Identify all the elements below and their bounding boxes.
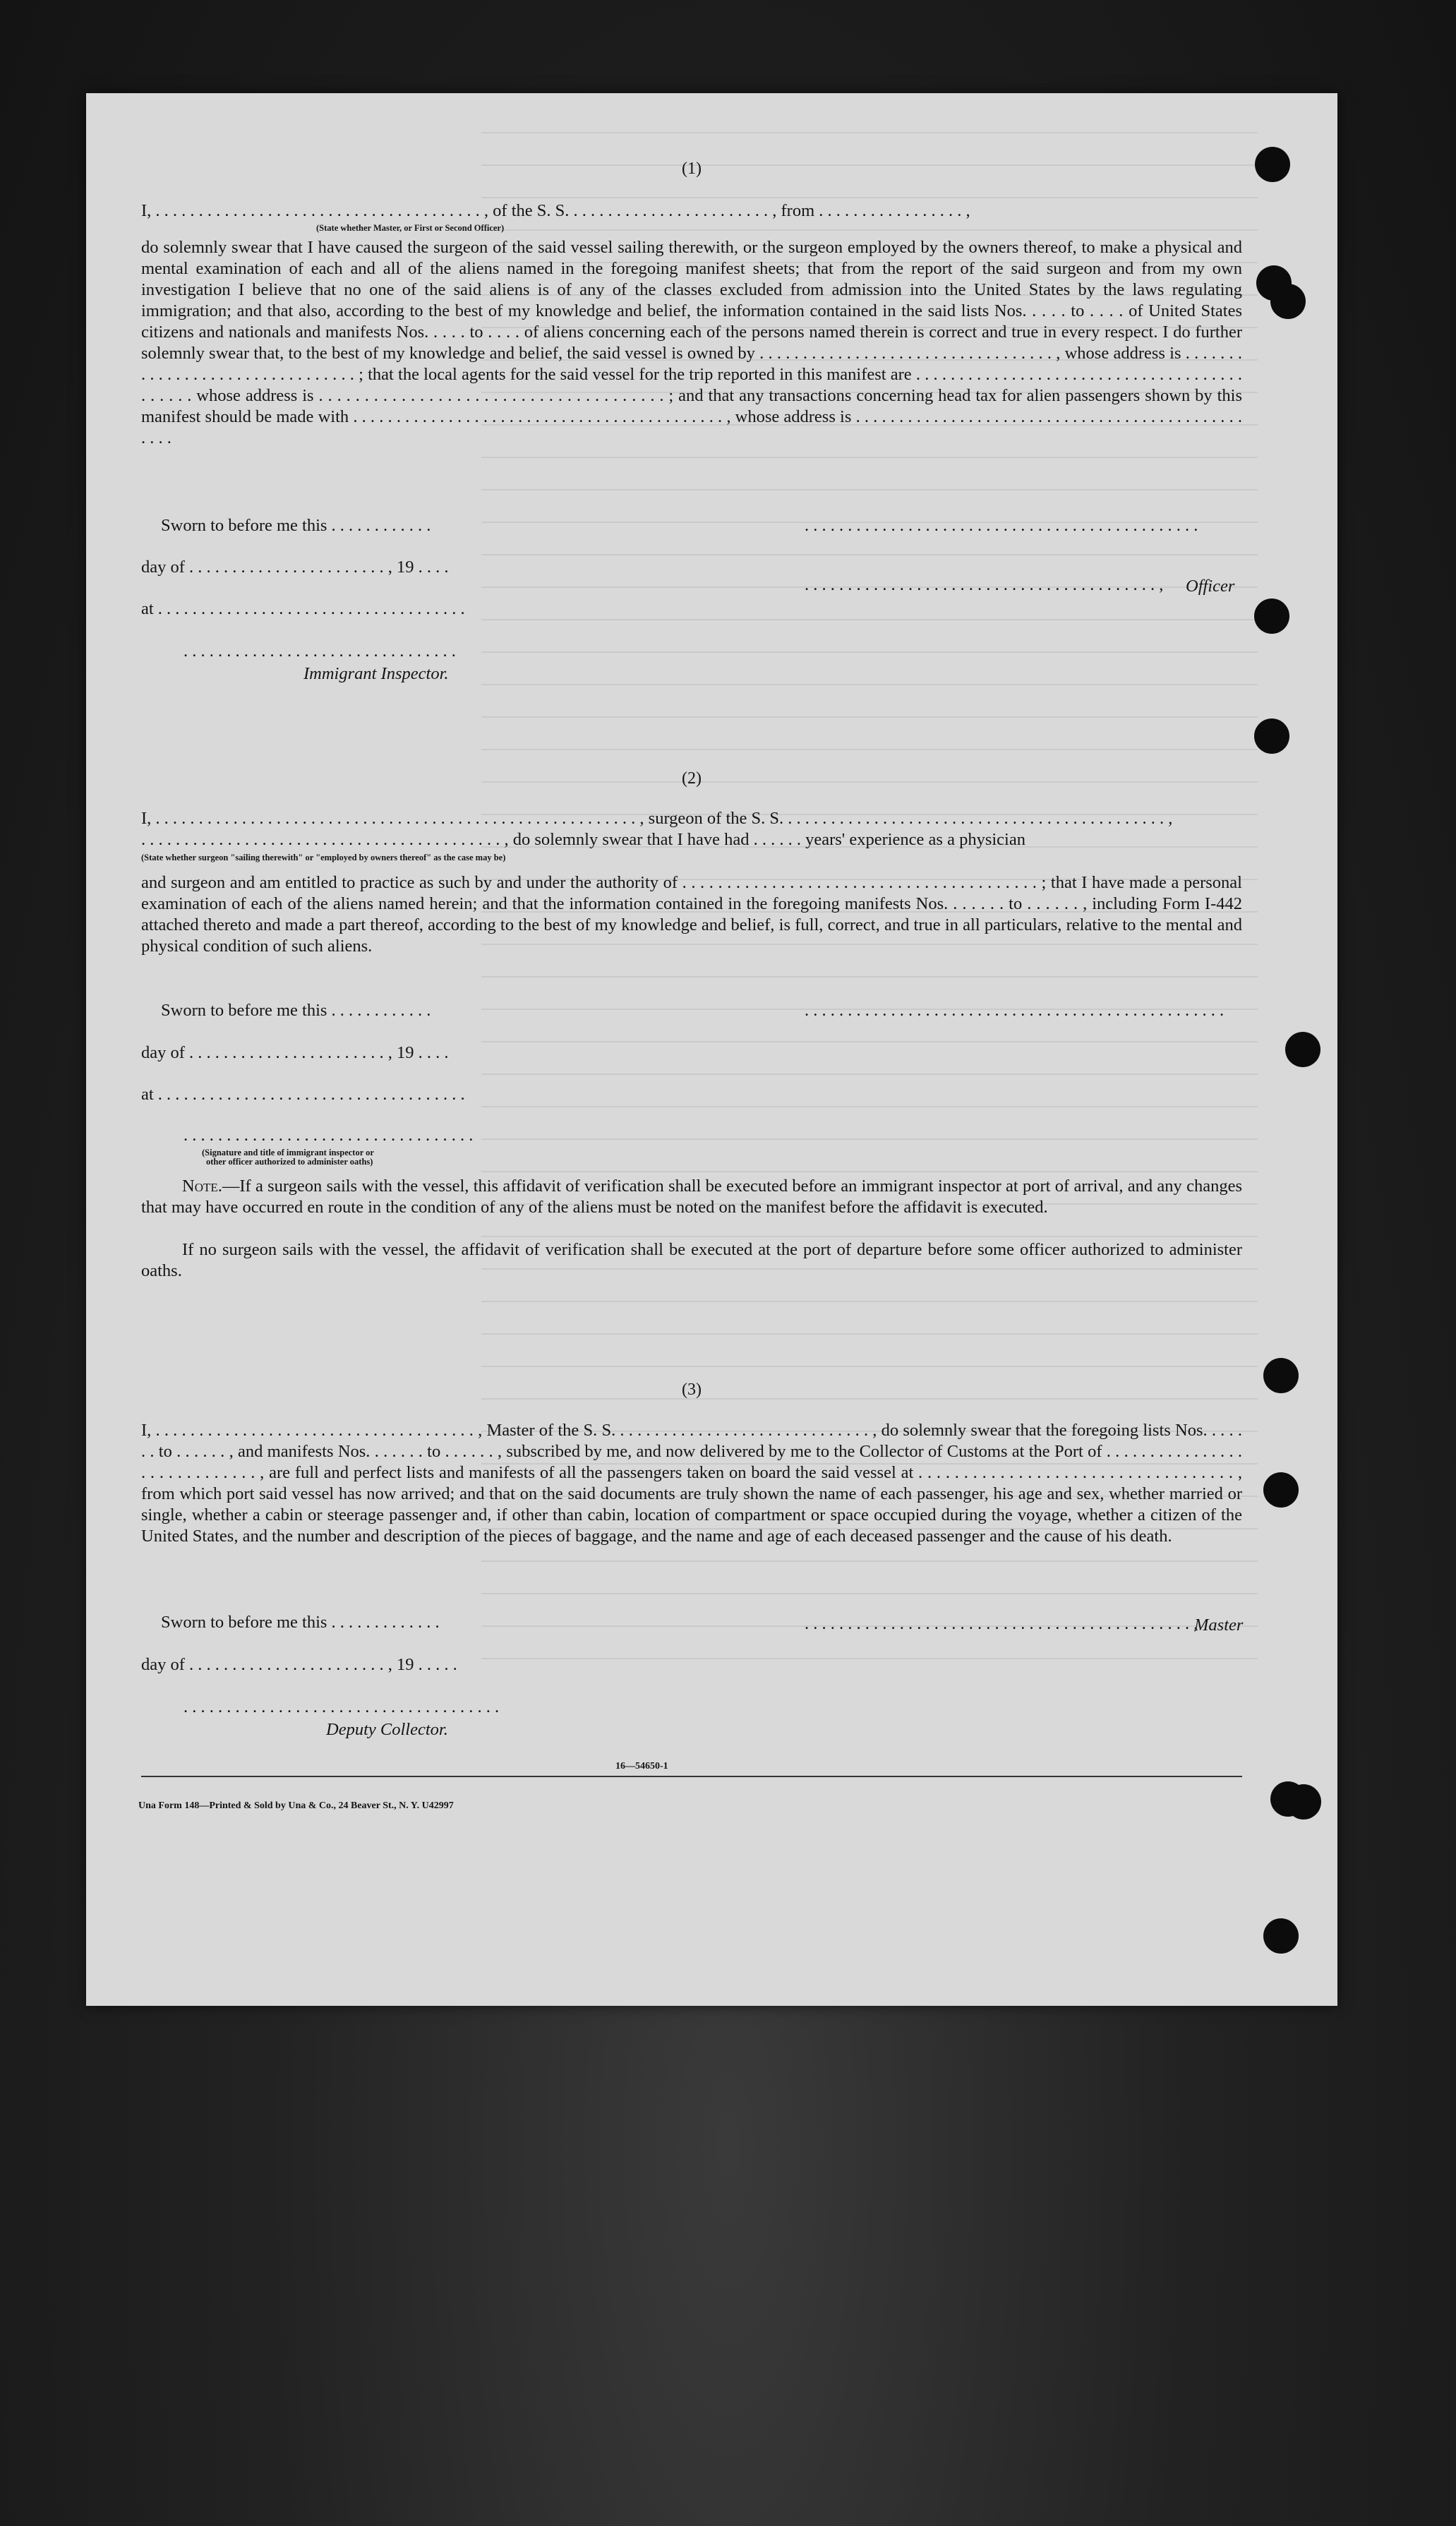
section-3-master-label: Master [1194,1616,1244,1635]
section-1-number: (1) [682,160,702,178]
section-1-at-line: at . . . . . . . . . . . . . . . . . . . . . . . . . . . . . . . . . . . . [141,599,465,618]
binder-hole [1285,1032,1320,1067]
note-paragraph-1 [141,1176,1242,1218]
note-label: Note. [182,1177,222,1196]
section-1-officer-note: (State whether Master, or First or Second Officer) [316,223,505,233]
section-2-sworn-line: Sworn to before me this . . . . . . . . . . . . [161,1001,431,1020]
note-paragraph-2: If no surgeon sails with the vessel, the affidavit of verification shall be executed at the port of departure before some officer authorized to administer oaths. [141,1240,1242,1280]
section-3-oath-text: I, . . . . . . . . . . . . . . . . . . . . . . . . . . . . . . . . . . . . . , Master of the S. S. . . . . . . . . . . . . . . . . . . . . . . . . . . . . . , do solemnly swear that the foregoing lists Nos. . . . . . . to . . . . . . , and manifests Nos. . . . . . . to . . . . . . , subscribed by me, and now delivered by me to the Collector of Customs at the Port of . . . . . . . . . . . . . . . . . . . . . . . . . . . . . , are full and perfect lists and manifests of all the passengers taken on board the said vessel at . . . . . . . . . . . . . . . . . . . . . . . . . . . . . . . . . . . , from which port said vessel has now arrived; and that on the said documents are truly shown the name of each passenger, his age and sex, whether married or single, whether a cabin or steerage passenger and, if other than cabin, location of compartment or space occupied during the voyage, whether a citizen of the United States, and the number and description of the pieces of baggage, and the name and age of each deceased passenger and the cause of his death. [141,1421,1242,1546]
section-2-oath-text: and surgeon and am entitled to practice as such by and under the authority of . . . . . . . . . . . . . . . . . . . . . . . . . . . . . . . . . . . . . . . . ; that I have made a personal examination of each of the aliens named herein; and that the information contained in the foregoing manifests Nos. . . . . . . to . . . . . . , including Form I-442 attached thereto and made a part thereof, according to the best of my knowledge and belief, is full, correct, and true in all particulars, relative to the mental and physical condition of such aliens. [141,873,1242,956]
printer-footer: Una Form 148—Printed & Sold by Una & Co., 24 Beaver St., N. Y. U42997 [138,1800,454,1811]
section-2-signature-line: . . . . . . . . . . . . . . . . . . . . . . . . . . . . . . . . . . [183,1126,474,1145]
footer-rule [141,1776,1242,1777]
section-1-opening-line: I, . . . . . . . . . . . . . . . . . . . . . . . . . . . . . . . . . . . . . . , of the S. S. . . . . . . . . . . . . . . . . . . . . . . . , from . . . . . . . . . . . . . . . . . , [141,201,970,220]
section-3-number: (3) [682,1381,702,1399]
binder-hole [1270,284,1306,319]
section-1-officer-label: Officer [1186,577,1235,596]
section-3-master-signature-line: . . . . . . . . . . . . . . . . . . . . . . . . . . . . . . . . . . . . . . . . . . . . . , [805,1614,1198,1633]
binder-hole [1263,1358,1299,1393]
section-1-inspector-signature-line: . . . . . . . . . . . . . . . . . . . . . . . . . . . . . . . . [183,642,456,661]
section-3-collector-signature-line: . . . . . . . . . . . . . . . . . . . . . . . . . . . . . . . . . . . . . [183,1697,500,1716]
manifest-page [86,93,1337,2006]
section-2-surgeon-signature-line: . . . . . . . . . . . . . . . . . . . . . . . . . . . . . . . . . . . . . . . . . . . . . . . . . [805,1001,1225,1020]
form-code: 16—54650-1 [615,1761,668,1772]
section-2-number: (2) [682,769,702,788]
binder-hole [1263,1472,1299,1508]
section-1-sworn-line: Sworn to before me this . . . . . . . . . . . . [161,516,431,535]
binder-hole [1255,147,1290,182]
section-3-collector-title: Deputy Collector. [326,1720,448,1739]
section-3-sworn-line: Sworn to before me this . . . . . . . . . . . . . [161,1613,440,1632]
section-2-signature-note-2: other officer authorized to administer oaths) [206,1157,373,1167]
binder-hole [1254,599,1289,634]
section-1-oath-text: do solemnly swear that I have caused the surgeon of the said vessel sailing therewith, or the surgeon employed by the owners thereof, to make a physical and mental examination of each and all of the aliens named in the foregoing manifest sheets; that from the report of the said surgeon and from my own investigation I believe that no one of the said aliens is of any of the classes excluded from admission into the United States by the laws regulating immigration; and that also, according to the best of my knowledge and belief, the information contained in the said lists Nos. . . . . to . . . . of United States citizens and nationals and manifests Nos. . . . . to . . . . of aliens concerning each of the persons named therein is correct and true in every respect. I do further solemnly swear that, to the best of my knowledge and belief, the said vessel is owned by . . . . . . . . . . . . . . . . . . . . . . . . . . . . . . . . . . , whose address is . . . . . . . . . . . . . . . . . . . . . . . . . . . . . . . . ; that the local agents for the said vessel for the trip reported in this manifest are . . . . . . . . . . . . . . . . . . . . . . . . . . . . . . . . . . . . . . . . . . . . whose address is . . . . . . . . . . . . . . . . . . . . . . . . . . . . . . . . . . . . . . ; and that any transactions concerning head tax for alien passengers shown by this manifest should be made with . . . . . . . . . . . . . . . . . . . . . . . . . . . . . . . . . . . . . . . . . . . , whose address is . . . . . . . . . . . . . . . . . . . . . . . . . . . . . . . . . . . . . . . . . . . . . . . . . [141,238,1242,447]
section-1-day-line: day of . . . . . . . . . . . . . . . . . . . . . . . , 19 . . . . [141,558,449,577]
section-2-at-line: at . . . . . . . . . . . . . . . . . . . . . . . . . . . . . . . . . . . . [141,1085,465,1104]
binder-hole [1254,718,1289,754]
binder-hole [1286,1784,1321,1820]
binder-hole [1263,1918,1299,1954]
section-2-experience-line: . . . . . . . . . . . . . . . . . . . . . . . . . . . . . . . . . . . . . . . . . . , do solemnly swear that I have had . . . . . . years' experience as a physician [141,830,1025,849]
section-1-inspector-title: Immigrant Inspector. [303,664,449,683]
section-2-opening-line: I, . . . . . . . . . . . . . . . . . . . . . . . . . . . . . . . . . . . . . . . . . . . . . . . . . . . . . . . . , surgeon of the S. S. . . . . . . . . . . . . . . . . . . . . . . . . . . . . . . . . . . . . . . . . . . . . , [141,809,1173,828]
section-2-day-line: day of . . . . . . . . . . . . . . . . . . . . . . . , 19 . . . . [141,1043,449,1062]
section-2-surgeon-note: (State whether surgeon "sailing therewith" or "employed by owners thereof" as the case may be) [141,853,506,862]
section-1-officer-title-line: . . . . . . . . . . . . . . . . . . . . . . . . . . . . . . . . . . . . . . . . . , [805,575,1164,594]
section-3-day-line: day of . . . . . . . . . . . . . . . . . . . . . . . , 19 . . . . . [141,1655,457,1674]
section-1-officer-signature-line: . . . . . . . . . . . . . . . . . . . . . . . . . . . . . . . . . . . . . . . . . . . . . . [805,516,1198,535]
section-2-signature-note-1: (Signature and title of immigrant inspector or [202,1148,374,1157]
note-text-1: —If a surgeon sails with the vessel, this affidavit of verification shall be executed before an immigrant inspector at port of arrival, and any changes that may have occurred en route in the condition of any of the aliens must be noted on the manifest before the affidavit is executed. [141,1177,1242,1217]
